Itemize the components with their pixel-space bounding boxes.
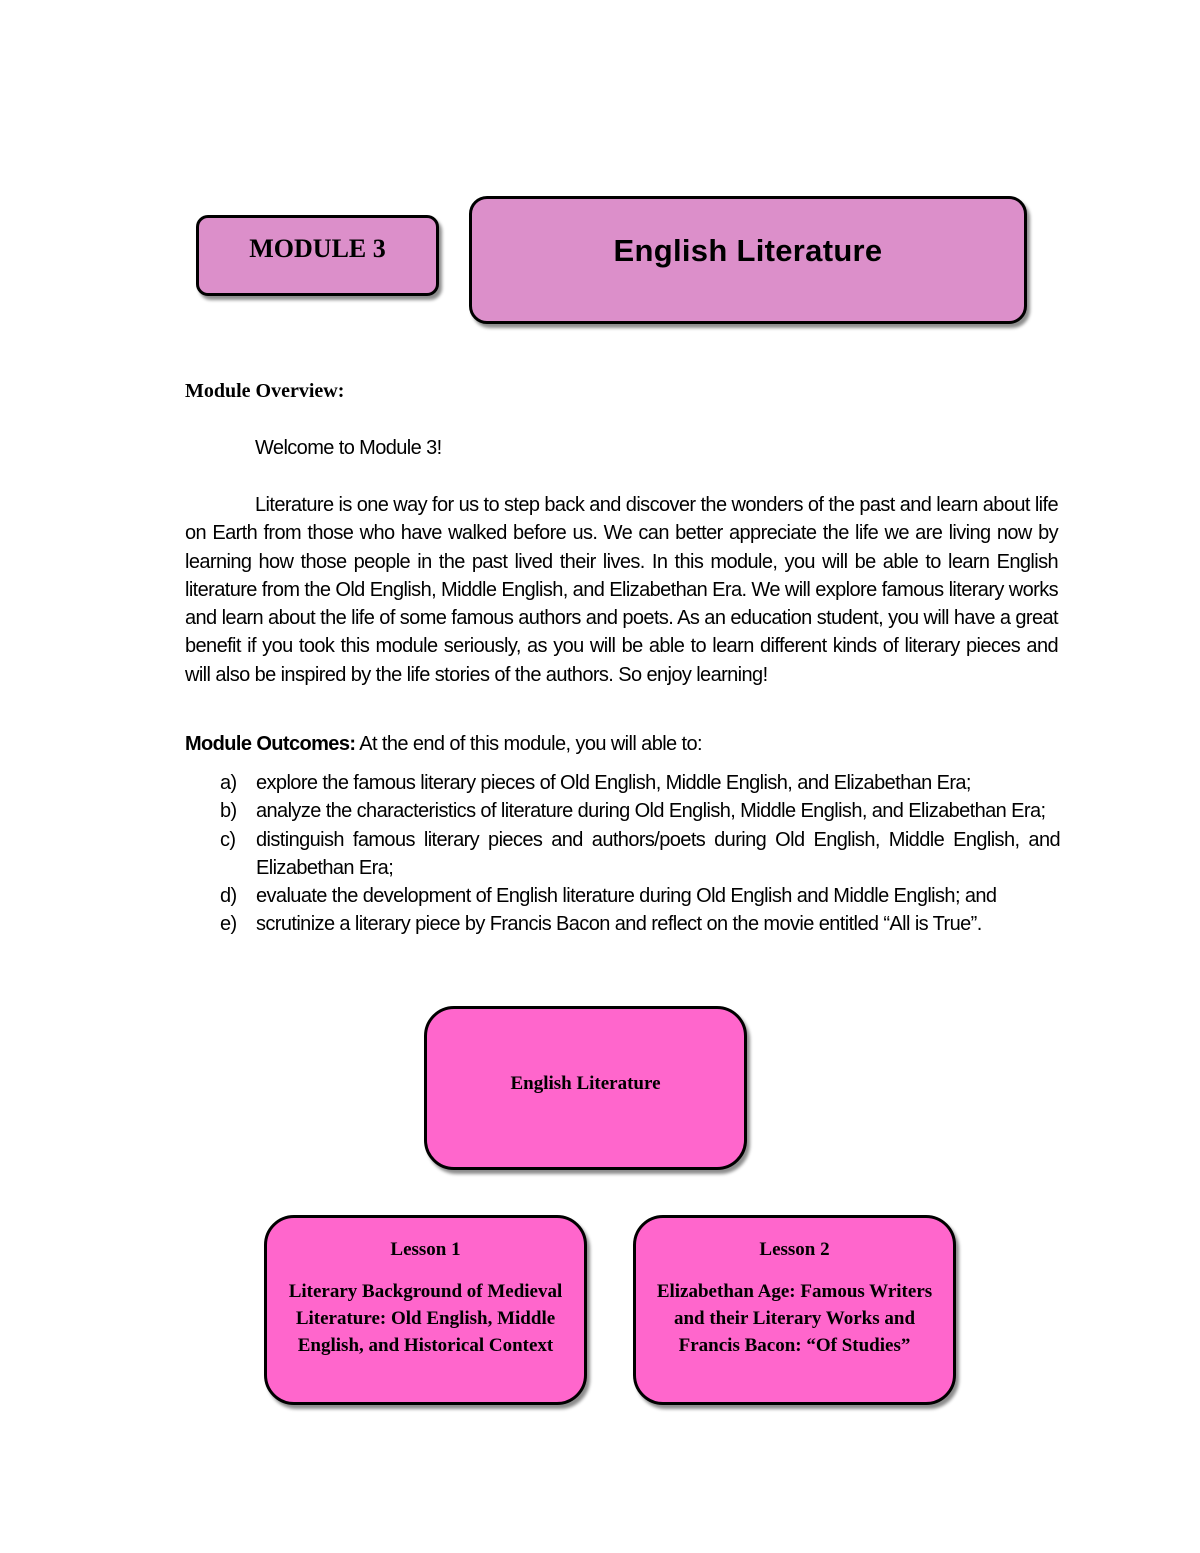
lesson-1-title: Lesson 1 — [390, 1239, 461, 1260]
outcome-item — [185, 910, 1060, 938]
outcome-text: distinguish famous literary pieces and authors/poets during Old English, Middle English, and Elizabethan Era; — [256, 828, 1060, 879]
lesson-1-description: Literary Background of Medieval Literature: Old English, Middle English, and Historical Context — [288, 1281, 563, 1356]
lesson-2-title: Lesson 2 — [759, 1239, 830, 1260]
outcome-text: evaluate the development of English literature during Old English and Middle English; and — [256, 885, 997, 908]
outcome-marker: e) — [220, 913, 237, 936]
module-number-box — [196, 215, 439, 296]
outcome-item — [185, 882, 1060, 910]
module-number-label: MODULE 3 — [249, 233, 386, 263]
diagram-root-node — [424, 1006, 747, 1170]
outcome-text: explore the famous literary pieces of Old English, Middle English, and Elizabethan Era; — [256, 772, 971, 794]
diagram-root-label: English Literature — [510, 1073, 661, 1094]
outcome-item — [185, 769, 1060, 797]
welcome-text: Welcome to Module 3! — [255, 437, 442, 459]
lesson-2-description: Elizabethan Age: Famous Writers and their Literary Works and Francis Bacon: “Of Studies” — [656, 1281, 933, 1356]
outcomes-intro — [185, 730, 1058, 758]
overview-heading: Module Overview: — [185, 380, 345, 402]
outcome-marker: a) — [220, 772, 237, 794]
lesson-1-node — [264, 1215, 587, 1405]
outcome-item — [185, 797, 1060, 825]
outcome-marker: c) — [220, 828, 236, 851]
lesson-2-node — [633, 1215, 956, 1405]
outcome-text: analyze the characteristics of literature during Old English, Middle English, and Elizabethan Era; — [256, 800, 1046, 823]
outcome-list — [185, 769, 1060, 939]
outcome-marker: b) — [220, 800, 237, 823]
module-title: English Literature — [613, 233, 883, 268]
outcome-text: scrutinize a literary piece by Francis Bacon and reflect on the movie entitled “All is True”. — [256, 913, 982, 936]
overview-paragraph: Literature is one way for us to step back and discover the wonders of the past and learn about life on Earth from those who have walked before us. We can better appreciate the life we are living now by learning how those people in the past lived their lives. In this module, you will be able to learn English literature from the Old English, Middle English, and Elizabethan Era. We will explore famous literary works and learn about the life of some famous authors and poets. As an education student, you will have a great benefit if you took this module seriously, as you will be able to learn different kinds of literary pieces and will also be inspired by the life stories of the authors. So enjoy learning! — [185, 494, 1058, 686]
outcomes-label: Module Outcomes: — [185, 733, 356, 755]
outcomes-intro-text: At the end of this module, you will able to: — [355, 733, 702, 755]
module-title-box — [469, 196, 1027, 324]
outcome-item — [185, 826, 1060, 883]
outcome-marker: d) — [220, 885, 237, 908]
